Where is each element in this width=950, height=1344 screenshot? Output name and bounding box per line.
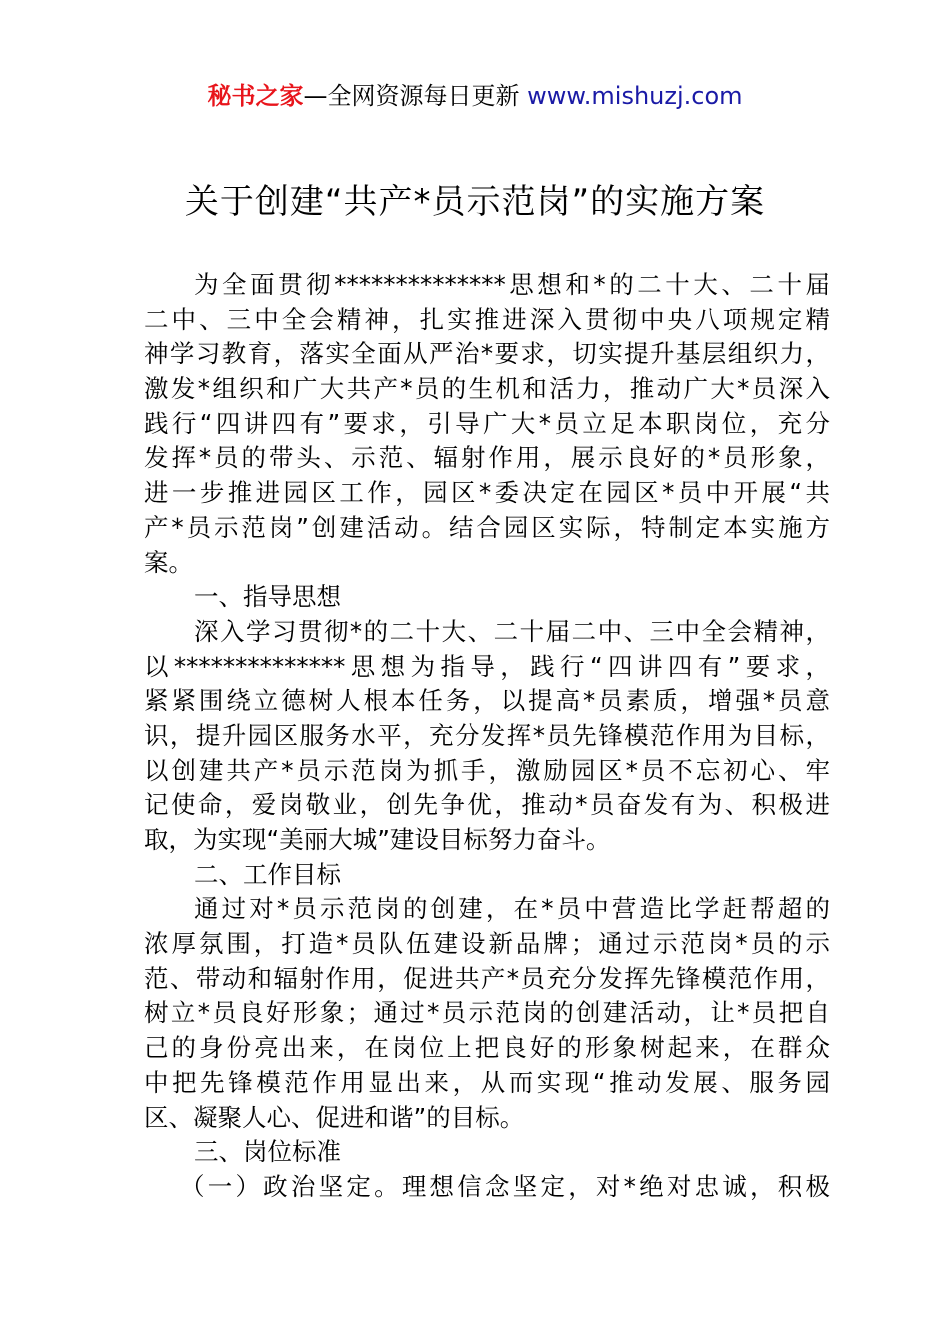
paragraph-line: 通过对*员示范岗的创建，在*员中营造比学赶帮超的 <box>194 894 830 924</box>
section-heading: 二、工作目标 <box>194 859 341 889</box>
section-heading: 三、岗位标准 <box>194 1137 341 1167</box>
site-brand: 秘书之家 <box>207 82 304 110</box>
paragraph-line: 浓厚氛围，打造*员队伍建设新品牌；通过示范岗*员的示 <box>144 929 830 959</box>
paragraph-line: 神学习教育，落实全面从严治*要求，切实提升基层组织力， <box>144 339 830 369</box>
site-tagline: —全网资源每日更新 <box>303 82 528 110</box>
paragraph-line: 己的身份亮出来，在岗位上把良好的形象树起来，在群众 <box>144 1033 830 1063</box>
paragraph-line: 范、带动和辐射作用，促进共产*员充分发挥先锋模范作用， <box>144 963 830 993</box>
paragraph-line: （一）政治坚定。理想信念坚定，对*绝对忠诚，积极 <box>180 1171 830 1201</box>
paragraph-line: 进一步推进园区工作，园区*委决定在园区*员中开展“共 <box>144 478 830 508</box>
paragraph-line: 区、凝聚人心、促进和谐”的目标。 <box>144 1102 525 1132</box>
document-body <box>144 268 830 1205</box>
site-url-link[interactable]: www.mishuzj.com <box>527 82 743 110</box>
paragraph-line: 中把先锋模范作用显出来，从而实现“推动发展、服务园 <box>144 1067 830 1097</box>
paragraph-line: 激发*组织和广大共产*员的生机和活力，推动广大*员深入 <box>144 374 830 404</box>
paragraph-line: 识，提升园区服务水平，充分发挥*员先锋模范作用为目标， <box>144 720 830 750</box>
paragraph-line: 产*员示范岗”创建活动。结合园区实际，特制定本实施方 <box>144 512 830 542</box>
paragraph-line: 记使命，爱岗敬业，创先争优，推动*员奋发有为、积极进 <box>144 790 830 820</box>
paragraph-line: 发挥*员的带头、示范、辐射作用，展示良好的*员形象， <box>144 443 830 473</box>
paragraph-line: 以**************思想为指导，践行“四讲四有”要求， <box>144 651 830 681</box>
paragraph-line: 深入学习贯彻*的二十大、二十届二中、三中全会精神， <box>194 616 830 646</box>
paragraph-line: 践行“四讲四有”要求，引导广大*员立足本职岗位，充分 <box>144 408 830 438</box>
paragraph-line: 取，为实现“美丽大城”建设目标努力奋斗。 <box>144 825 611 854</box>
paragraph-line: 为全面贯彻**************思想和*的二十大、二十届 <box>194 270 830 299</box>
site-header <box>0 80 950 112</box>
section-heading: 一、指导思想 <box>194 582 341 612</box>
paragraph-line: 以创建共产*员示范岗为抓手，激励园区*员不忘初心、牢 <box>144 755 830 785</box>
paragraph-line: 树立*员良好形象；通过*员示范岗的创建活动，让*员把自 <box>144 998 830 1028</box>
paragraph-line: 紧紧围绕立德树人根本任务，以提高*员素质，增强*员意 <box>144 686 830 716</box>
paragraph-line: 案。 <box>144 547 193 577</box>
paragraph-line: 二中、三中全会精神，扎实推进深入贯彻中央八项规定精 <box>144 304 830 334</box>
document-title: 关于创建“共产*员示范岗”的实施方案 <box>184 182 766 222</box>
